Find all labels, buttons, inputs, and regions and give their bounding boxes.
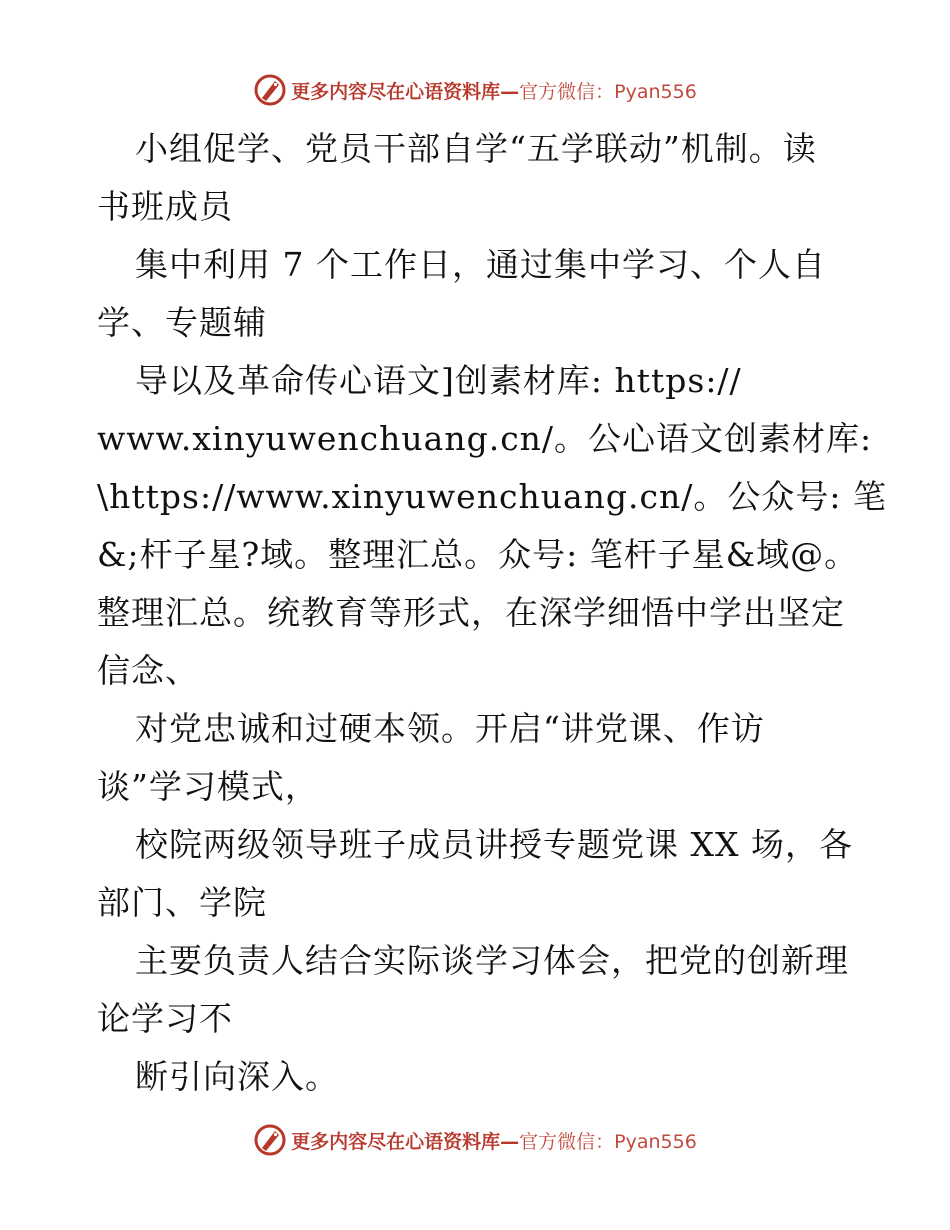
footer-brand: 更多内容尽在心语资料库: [291, 1130, 501, 1153]
text-line: \https://www.xinyuwenchuang.cn/。公众号: 笔: [97, 477, 887, 516]
text-line: www.xinyuwenchuang.cn/。公心语文创素材库:: [97, 419, 873, 458]
text-line: 学、专题辅: [97, 303, 267, 342]
text-line: 小组促学、党员干部自学“五学联动”机制。读: [135, 129, 817, 168]
text-line: 校院两级领导班子成员讲授专题党课 XX 场，各: [135, 825, 853, 864]
header-banner: [0, 70, 950, 110]
text-line: &;杆子星?域。整理汇总。众号: 笔杆子星&域@。: [97, 535, 859, 574]
header-brand-text: [291, 77, 697, 104]
text-line: 断引向深入。: [135, 1057, 339, 1096]
text-line: 书班成员: [97, 187, 233, 226]
pen-nib-logo-icon: [253, 1123, 287, 1157]
footer-banner: [0, 1120, 950, 1160]
footer-brand-text: [291, 1127, 697, 1154]
header-wechat: 官方微信：Pyan556: [519, 80, 697, 103]
text-line: 论学习不: [97, 999, 233, 1038]
text-line: 对党忠诚和过硬本领。开启“讲党课、作访: [135, 709, 765, 748]
text-line: 导以及革命传心语文]创素材库: https://: [135, 361, 742, 400]
text-line: 主要负责人结合实际谈学习体会，把党的创新理: [135, 941, 849, 980]
text-line: 整理汇总。统教育等形式，在深学细悟中学出坚定: [97, 593, 845, 632]
text-line: 集中利用 7 个工作日，通过集中学习、个人自: [135, 245, 826, 284]
header-separator: —: [500, 80, 520, 103]
header-brand: 更多内容尽在心语资料库: [291, 80, 501, 103]
document-body: [97, 120, 887, 1106]
text-line: 信念、: [97, 651, 199, 690]
pen-nib-logo-icon: [253, 73, 287, 107]
footer-wechat: 官方微信：Pyan556: [519, 1130, 697, 1153]
text-line: 谈”学习模式，: [97, 767, 319, 806]
footer-separator: —: [500, 1130, 520, 1153]
text-line: 部门、学院: [97, 883, 267, 922]
